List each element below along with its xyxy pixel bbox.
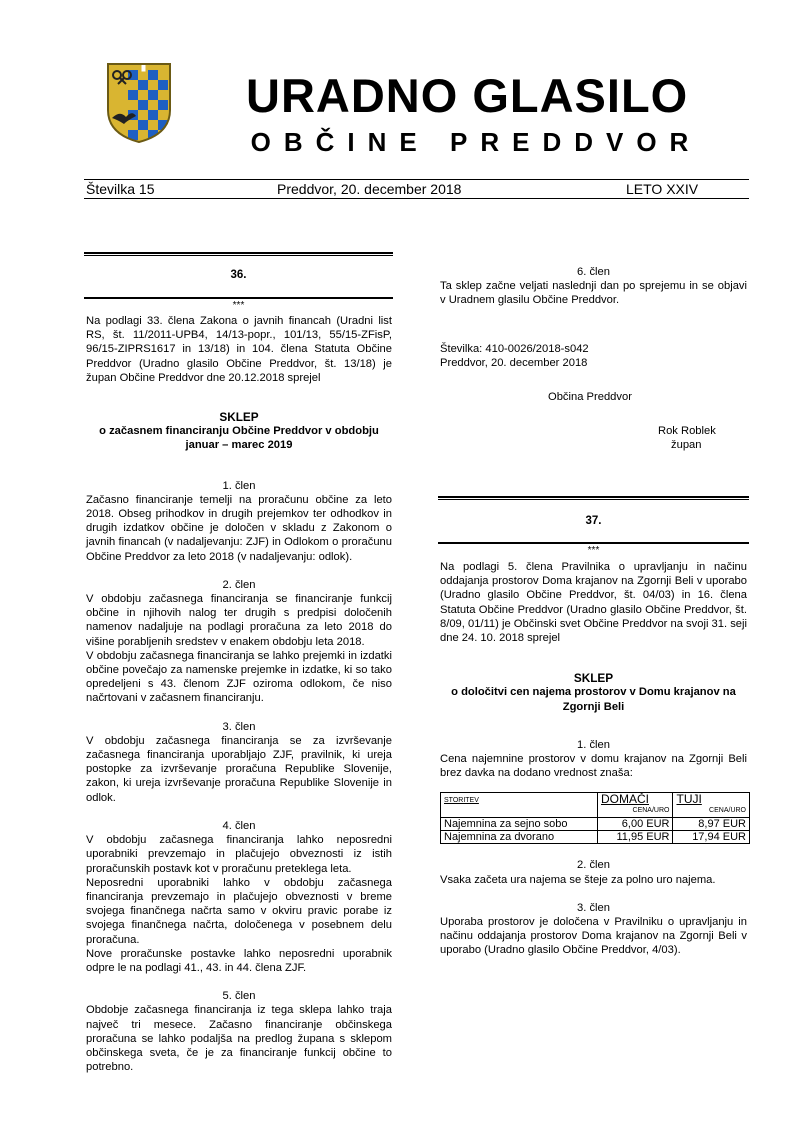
doc37-art3: Uporaba prostorov je določena v Pravilniku o upravljanju in načinu oddajanja prostorov Doma krajanov na Zgornji Beli v uporabo (Uradno glasilo Občine Preddvor, 4/03). bbox=[440, 916, 747, 957]
doc36-reference-date: Preddvor, 20. december 2018 bbox=[440, 356, 588, 369]
doc36-art1-title: 1. člen bbox=[222, 479, 256, 492]
doc36-number: 36. bbox=[230, 269, 247, 281]
doc36-separator bbox=[84, 297, 393, 299]
doc37-art2-title: 2. člen bbox=[577, 859, 610, 872]
doc36-art5: Obdobje začasnega financiranja iz tega sklepa lahko traja največ tri mesece. Začasno financiranje občinskega proračuna se lahko podaljša na predlog župana s sklepom občinskega sveta, če je za financiranje funkcij občine to potrebno. bbox=[86, 1004, 392, 1074]
doc36-signer: Rok Roblek bbox=[658, 425, 716, 438]
doc37-body bbox=[440, 560, 747, 958]
issue-number: Številka 15 bbox=[86, 181, 155, 197]
doc36-signer-title: župan bbox=[671, 439, 702, 452]
doc37-number: 37. bbox=[585, 515, 602, 527]
doc36-art6: Ta sklep začne veljati naslednji dan po sprejemu in se objavi v Uradnem glasilu Občine Preddvor. bbox=[440, 280, 747, 307]
doc36-art3: V obdobju začasnega financiranja se za izvrševanje začasnega financiranja uporabljajo ZJF, pravilnik, ki ureja postopke za izvrševanje proračuna Republike Slovenije, zakon, ki ureja izvrševanje proračuna Republike Slovenije in odlok. bbox=[86, 734, 392, 804]
municipality-crest bbox=[106, 62, 172, 144]
masthead-bottom-rule bbox=[84, 198, 749, 199]
doc36-top-rule bbox=[84, 252, 393, 254]
masthead-top-rule bbox=[84, 179, 749, 180]
price-table bbox=[440, 792, 750, 844]
doc37-art1-title: 1. člen bbox=[577, 738, 610, 751]
doc37-art2: Vsaka začeta ura najema se šteje za polno uro najema. bbox=[440, 873, 716, 886]
doc36-heading: SKLEP bbox=[219, 410, 259, 425]
doc37-heading: SKLEP bbox=[573, 671, 614, 686]
doc36-art1: Začasno financiranje temelji na proračunu občine za leto 2018. Obseg prihodkov in drugih prejemkov ter odhodkov in drugih izdatkov občine je določen v skladu z Zakonom o javnih financah (v nadaljevanju: ZJF) in Odlokom o proračunu Občine Preddvor za leto 2018 (v nadaljevanju: odlok). bbox=[86, 493, 392, 563]
doc36-art3-title: 3. člen bbox=[222, 720, 256, 733]
header-foreign-unit: CENA/URO bbox=[709, 807, 746, 815]
doc36-continued bbox=[440, 265, 747, 453]
doc37-top-rule bbox=[438, 496, 749, 498]
row-service: Najemnina za dvorano bbox=[441, 831, 598, 844]
row-foreign-price: 17,94 EUR bbox=[673, 831, 750, 844]
doc37-art3-title: 3. člen bbox=[577, 901, 610, 914]
doc36-stars: *** bbox=[232, 300, 245, 311]
doc37-subheading: o določitvi cen najema prostorov v Domu krajanov na Zgornji Beli bbox=[451, 686, 736, 713]
header-foreign: TUJI bbox=[676, 792, 702, 807]
doc36-art5-title: 5. člen bbox=[222, 990, 256, 1003]
header-domestic: DOMAČI bbox=[601, 792, 649, 807]
row-domestic-price: 6,00 EUR bbox=[598, 818, 673, 831]
doc36-art2-p1: V obdobju začasnega financiranja se financiranje funkcij občine in njihovih nalog ter drugih s predpisi določenih namenov nadaljuje na podlagi proračuna za leto 2018 do višine porabljenih sredstev v enakem obdobju leta 2018. bbox=[86, 593, 392, 648]
doc37-separator bbox=[438, 542, 749, 544]
publication-subtitle: OBČINE PREDDVOR bbox=[250, 127, 702, 157]
header-service: STORITEV bbox=[444, 797, 479, 805]
doc36-art2-title: 2. člen bbox=[222, 578, 256, 591]
doc36-intro: Na podlagi 33. člena Zakona o javnih financah (Uradni list RS, št. 11/2011-UPB4, 14/13-popr., 101/13, 55/15-ZFisP, 96/15-ZIPRS1617 in 13/18) in 104. člena Statuta Občine Preddvor (Uradno glasilo Občine Preddvor, št. 13/18) je župan Občine Preddvor dne 20.12.2018 sprejel bbox=[86, 315, 392, 384]
doc36-art4-p1: V obdobju začasnega financiranja lahko neposredni uporabniki prevzemajo in plačujejo obveznosti iz istih proračunskih postavk kot v proračunu preteklega leta. bbox=[86, 834, 392, 875]
table-row bbox=[441, 818, 750, 831]
table-row bbox=[441, 831, 750, 844]
doc36-reference-number: Številka: 410-0026/2018-s042 bbox=[440, 342, 589, 355]
doc36-top-rule-thin bbox=[84, 255, 393, 256]
header-domestic-unit: CENA/URO bbox=[632, 807, 670, 815]
doc37-stars: *** bbox=[587, 545, 600, 556]
doc37-intro: Na podlagi 5. člena Pravilnika o upravljanju in načinu oddajanja prostorov Doma krajanov na Zgornji Beli v uporabo (Uradno glasilo Občine Preddvor, št. 04/03) in 16. člena Statuta Občine Preddvor (Uradno glasilo Občine Preddvor, št. 8/09, 01/11) je Občinski svet Občine Preddvor na svoji 31. seji dne 24. 10. 2018 sprejel bbox=[440, 561, 747, 645]
issue-place-date: Preddvor, 20. december 2018 bbox=[277, 181, 462, 197]
row-domestic-price: 11,95 EUR bbox=[598, 831, 673, 844]
publication-title: URADNO GLASILO bbox=[246, 69, 689, 122]
doc36-body bbox=[86, 314, 392, 1074]
doc36-art4-title: 4. člen bbox=[222, 819, 256, 832]
doc37-top-rule-thin bbox=[438, 499, 749, 500]
issue-year: LETO XXIV bbox=[626, 181, 699, 197]
doc37-art1: Cena najemnine prostorov v domu krajanov na Zgornji Beli brez davka na dodano vrednost znaša: bbox=[440, 753, 747, 780]
price-table-header bbox=[441, 793, 750, 818]
doc36-organisation: Občina Preddvor bbox=[548, 391, 632, 404]
doc36-art4-p2: Neposredni uporabniki lahko v obdobju začasnega financiranja prevzemajo in plačujejo obveznosti v breme svojega finančnega načrta samo v okviru pravic porabe iz svojega finančnega načrta, določenega v posebnem delu proračuna. bbox=[86, 876, 392, 946]
doc36-art6-title: 6. člen bbox=[577, 266, 610, 278]
doc36-subheading: o začasnem financiranju Občine Preddvor v obdobju januar – marec 2019 bbox=[99, 425, 379, 452]
row-service: Najemnina za sejno sobo bbox=[441, 818, 598, 831]
doc36-art2-p2: V obdobju začasnega financiranja se lahko prejemki in izdatki občine povečajo za namenske prejemke in izdatke, ki so tako opredeljeni s 43. členom ZJF oziroma odlokom, če niso načrtovani v začasnem financiranju. bbox=[86, 649, 392, 705]
row-foreign-price: 8,97 EUR bbox=[673, 818, 750, 831]
doc36-art4-p3: Nove proračunske postavke lahko neposredni uporabnik odpre le na podlagi 41., 43. in 44. člena ZJF. bbox=[86, 947, 392, 974]
